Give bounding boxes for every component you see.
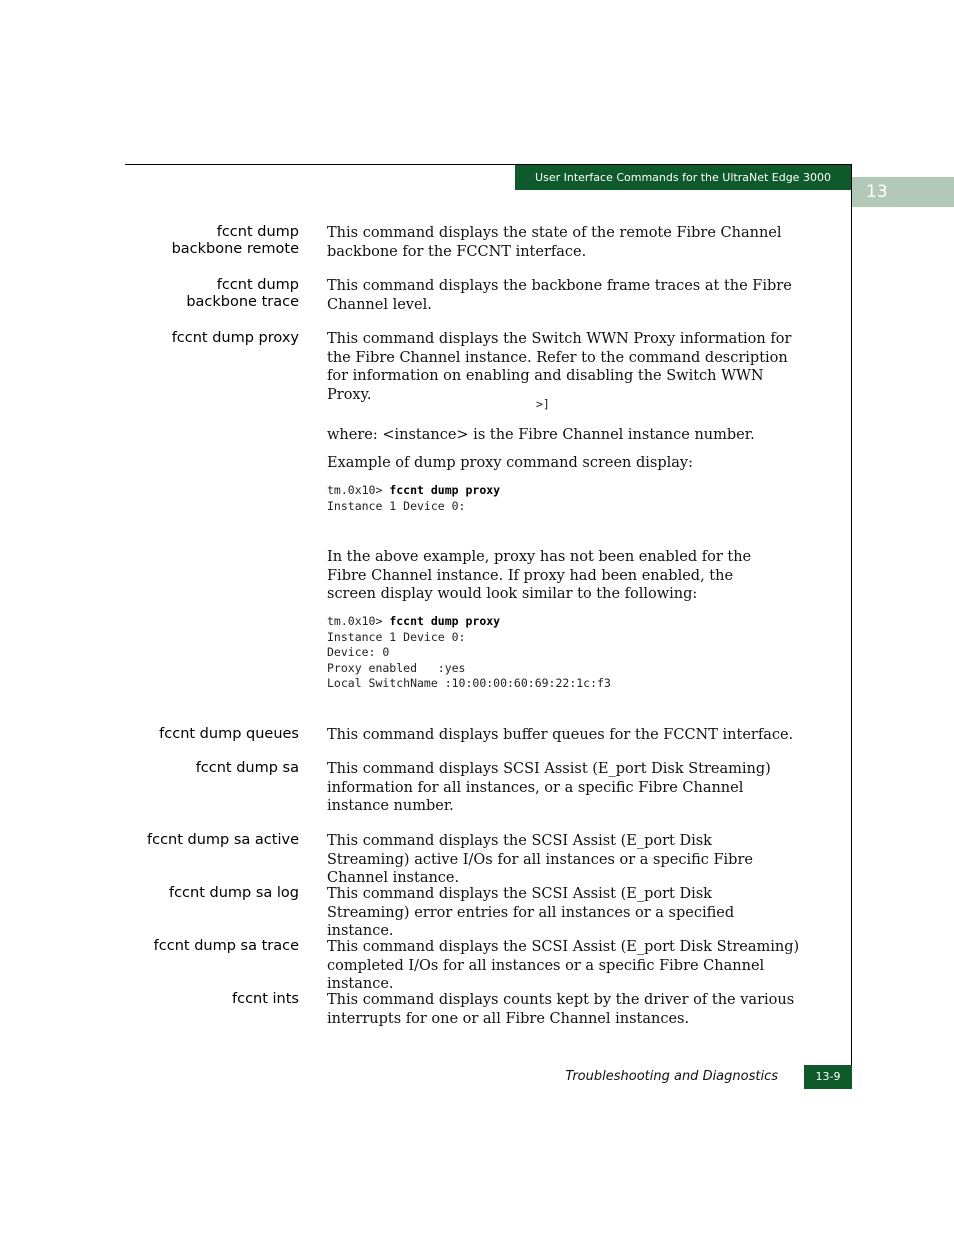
term-dump-sa-log: fccnt dump sa log — [168, 885, 299, 901]
desc-backbone-trace: This command displays the backbone frame traces at the Fibre Channel level. — [327, 278, 792, 313]
term-dump-sa-trace: fccnt dump sa trace — [153, 938, 299, 954]
margin-rule — [851, 164, 852, 1088]
page-number: 13-9 — [804, 1065, 852, 1089]
term-backbone-trace: fccnt dump backbone trace — [186, 277, 299, 310]
chapter-tab: 13 — [852, 177, 954, 207]
desc-ints: This command displays counts kept by the driver of the various interrupts for one or all Fibre Channel instances. — [327, 992, 795, 1027]
desc-dump-sa-log: This command displays the SCSI Assist (E_port Disk Streaming) error entries for all instances or a specified instance. — [327, 886, 735, 939]
desc-dump-sa-trace: This command displays the SCSI Assist (E_port Disk Streaming) completed I/Os for all instances or a specific Fibre Channel instance. — [327, 939, 800, 992]
where-text: where: <instance> is the Fibre Channel instance number. — [327, 427, 755, 443]
desc-dump-queues: This command displays buffer queues for the FCCNT interface. — [327, 727, 794, 743]
desc-dump-sa-active: This command displays the SCSI Assist (E_port Disk Streaming) active I/Os for all instances or a specific Fibre Channel instance. — [327, 833, 753, 886]
term-dump-sa: fccnt dump sa — [195, 760, 299, 776]
footer-section-title: Troubleshooting and Diagnostics — [565, 1069, 778, 1084]
syntax-fragment: >] — [536, 397, 550, 411]
desc-dump-proxy: This command displays the Switch WWN Proxy information for the Fibre Channel instance. Refer to the command description for information on enabling and disabling the Switch WWN Proxy. — [327, 331, 792, 403]
code-example-1: tm.0x10> fccnt dump proxy Instance 1 Device 0: — [327, 483, 501, 513]
term-ints: fccnt ints — [232, 991, 299, 1007]
term-backbone-remote: fccnt dump backbone remote — [171, 224, 299, 257]
term-dump-sa-active: fccnt dump sa active — [147, 832, 299, 848]
example-intro: Example of dump proxy command screen display: — [327, 455, 693, 471]
running-header: User Interface Commands for the UltraNet Edge 3000 — [515, 165, 851, 190]
term-dump-proxy: fccnt dump proxy — [171, 330, 299, 346]
code-example-2: tm.0x10> fccnt dump proxy Instance 1 Device 0: Device: 0 Proxy enabled :yes Local SwitchName :10:00:00:60:69:22:1c:f3 — [327, 614, 611, 691]
desc-backbone-remote: This command displays the state of the remote Fibre Channel backbone for the FCCNT interface. — [327, 225, 782, 260]
explanation-text: In the above example, proxy has not been enabled for the Fibre Channel instance. If proxy had been enabled, the screen display would look similar to the following: — [327, 549, 752, 602]
desc-dump-sa: This command displays SCSI Assist (E_port Disk Streaming) information for all instances, or a specific Fibre Channel instance number. — [327, 761, 771, 814]
term-dump-queues: fccnt dump queues — [159, 726, 299, 742]
